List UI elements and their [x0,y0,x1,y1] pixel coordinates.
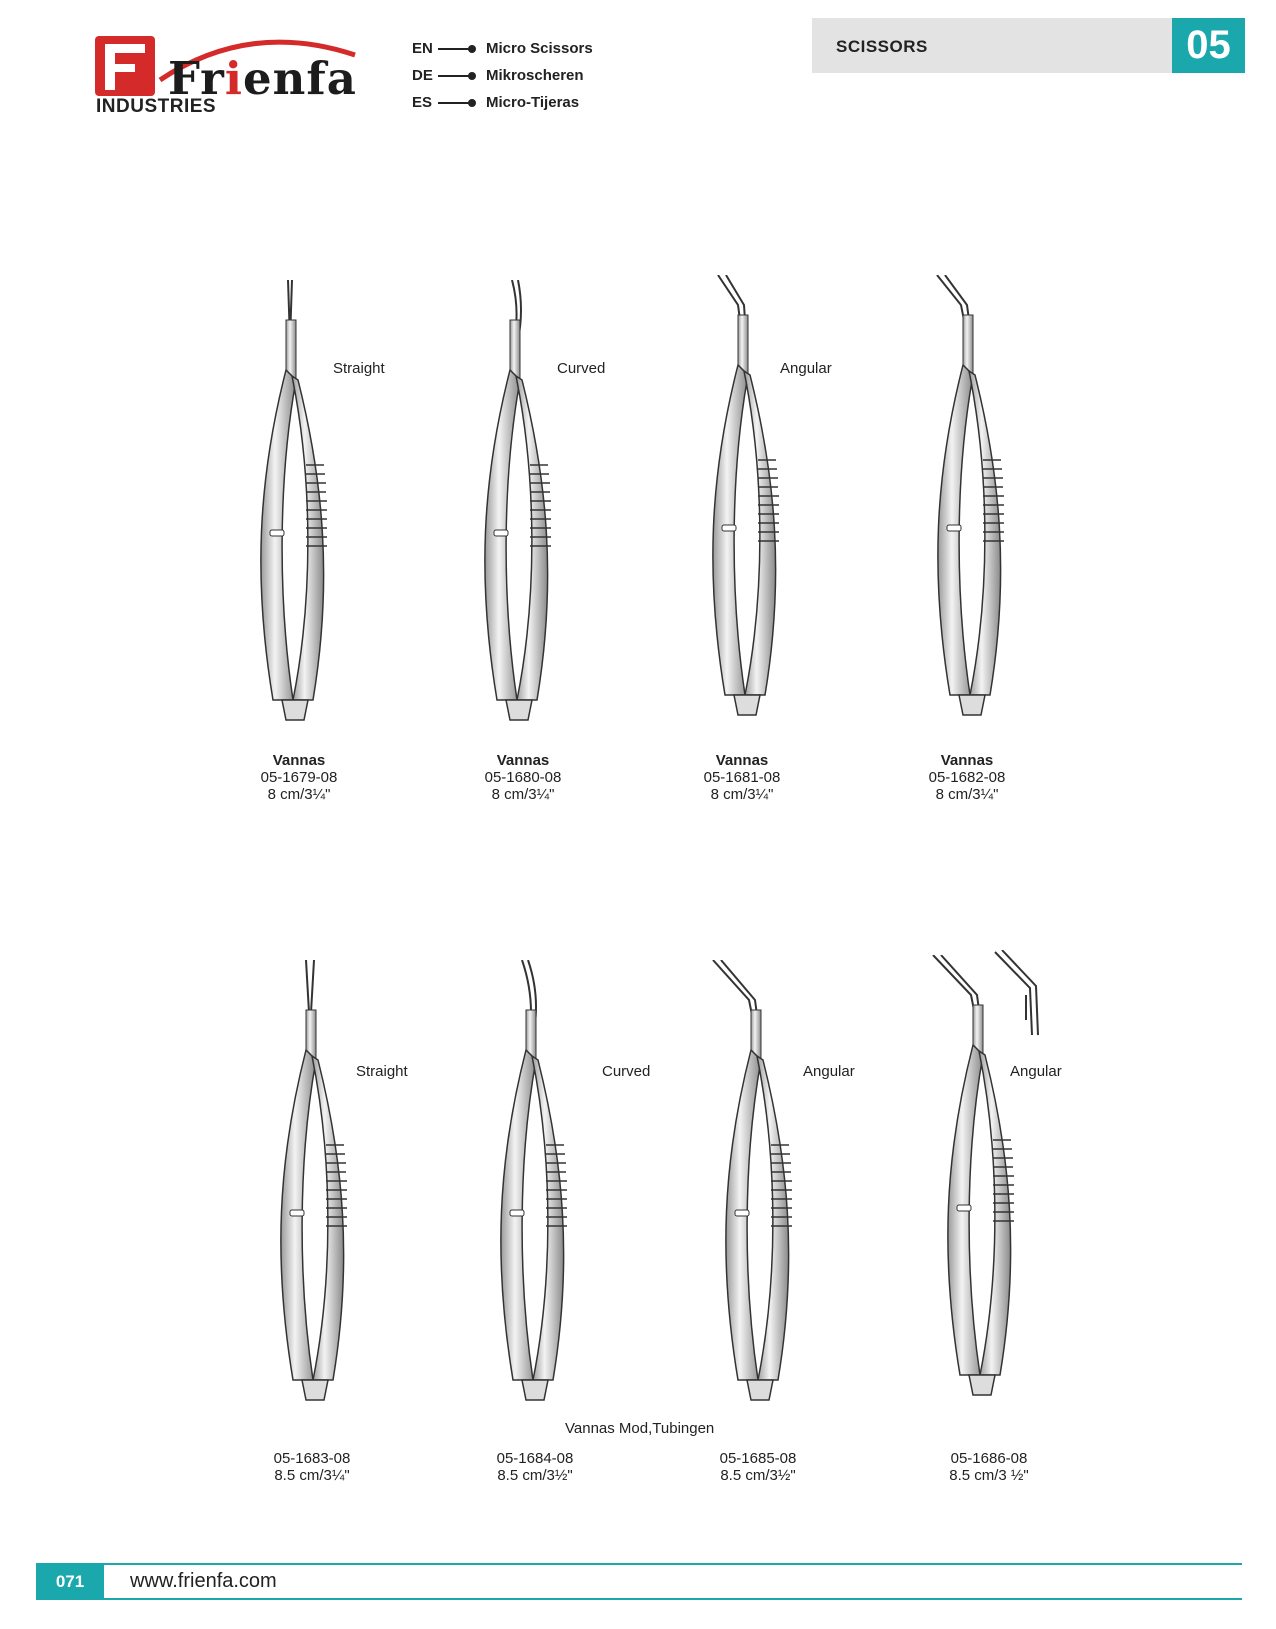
tip-detail-icon [990,950,1050,1040]
section-title: SCISSORS [836,37,928,56]
product-name: Vannas [940,752,994,769]
product-name: Vannas [496,752,550,769]
footer-divider [36,1563,1242,1565]
product-caption [887,752,1047,803]
scissors-angular-illustration-icon [703,960,813,1420]
product-name: Vannas [715,752,769,769]
language-code: EN [412,40,433,57]
brand-subtitle: INDUSTRIES [96,96,217,117]
brand-logo-icon [95,36,155,96]
connector-line [438,102,472,104]
product-size: 8.5 cm/3½" [497,1467,573,1484]
product-caption [678,1450,838,1484]
scissors-curved-illustration-icon [462,280,572,740]
website-link[interactable]: www.frienfa.com [130,1570,277,1592]
product-size: 8 cm/3¼" [710,786,774,803]
product-name: Vannas [272,752,326,769]
scissors-curved-illustration-icon [478,960,588,1420]
language-row-es [412,94,579,116]
product-size: 8.5 cm/3 ½" [949,1467,1029,1484]
language-code: DE [412,67,433,84]
language-label: Mikroscheren [486,67,584,84]
product-code: 05-1685-08 [719,1450,797,1467]
product-caption [909,1450,1069,1484]
product-caption [662,752,822,803]
scissors-angular-illustration-icon [915,275,1025,735]
language-code: ES [412,94,433,111]
product-size: 8 cm/3¼" [935,786,999,803]
scissors-straight-illustration-icon [258,960,368,1420]
language-label: Micro Scissors [486,40,593,57]
product-caption [232,1450,392,1484]
language-label: Micro-Tijeras [486,94,580,111]
product-caption [455,1450,615,1484]
language-row-en [412,40,593,62]
connector-line [438,75,472,77]
scissors-straight-illustration-icon [238,280,348,740]
product-code: 05-1679-08 [260,769,338,786]
series-subtitle: Vannas Mod,Tubingen [565,1420,715,1437]
connector-line [438,48,472,50]
product-code: 05-1683-08 [273,1450,351,1467]
tip-type-label: Angular [803,1063,855,1080]
language-row-de [412,67,584,89]
product-code: 05-1681-08 [703,769,781,786]
scissors-angular-illustration-icon [690,275,800,735]
product-code: 05-1682-08 [928,769,1006,786]
tip-type-label: Curved [557,360,606,377]
footer-divider [36,1598,1242,1600]
product-size: 8.5 cm/3¼" [274,1467,350,1484]
tip-type-label: Angular [780,360,832,377]
product-size: 8.5 cm/3½" [720,1467,796,1484]
page-number: 071 [36,1565,104,1598]
section-number: 05 [1172,18,1245,73]
product-code: 05-1684-08 [496,1450,574,1467]
tip-type-label: Curved [602,1063,651,1080]
tip-type-label: Straight [356,1063,408,1080]
product-code: 05-1680-08 [484,769,562,786]
brand-name: Frienfa [168,52,357,105]
tip-type-label: Angular [1010,1063,1062,1080]
product-code: 05-1686-08 [950,1450,1028,1467]
product-size: 8 cm/3¼" [267,786,331,803]
tip-type-label: Straight [333,360,385,377]
product-caption [443,752,603,803]
product-caption [219,752,379,803]
product-size: 8 cm/3¼" [491,786,555,803]
